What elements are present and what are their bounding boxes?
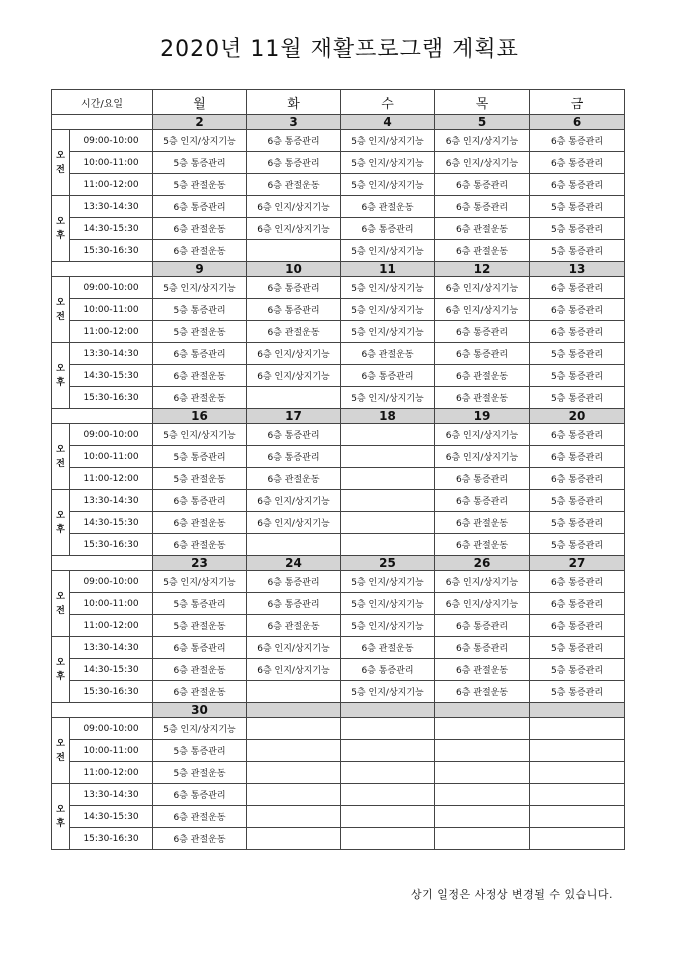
program-cell <box>247 681 341 703</box>
program-cell: 6층 관절운동 <box>435 681 530 703</box>
time-label: 14:30-15:30 <box>70 218 153 240</box>
time-label: 10:00-11:00 <box>70 446 153 468</box>
period-label: 오 후 <box>52 343 70 409</box>
date-cell <box>530 703 625 718</box>
program-cell <box>435 806 530 828</box>
program-cell <box>530 740 625 762</box>
program-cell: 6층 인지/상지기능 <box>247 637 341 659</box>
program-cell <box>341 446 435 468</box>
program-cell: 5층 통증관리 <box>530 365 625 387</box>
program-cell <box>435 784 530 806</box>
program-cell <box>341 762 435 784</box>
program-cell: 5층 통증관리 <box>530 681 625 703</box>
day-header-mon: 월 <box>153 90 247 115</box>
time-slot-row <box>52 534 625 556</box>
time-slot-row <box>52 571 625 593</box>
program-cell: 5층 인지/상지기능 <box>341 277 435 299</box>
program-cell: 5층 인지/상지기능 <box>153 571 247 593</box>
time-slot-row <box>52 218 625 240</box>
time-label: 14:30-15:30 <box>70 512 153 534</box>
date-row <box>52 115 625 130</box>
program-cell: 6층 통증관리 <box>153 343 247 365</box>
date-cell: 19 <box>435 409 530 424</box>
program-cell: 5층 인지/상지기능 <box>153 718 247 740</box>
time-slot-row <box>52 593 625 615</box>
date-cell: 30 <box>153 703 247 718</box>
period-label: 오 후 <box>52 196 70 262</box>
program-cell: 6층 인지/상지기능 <box>435 130 530 152</box>
program-cell: 6층 관절운동 <box>435 240 530 262</box>
date-row-spacer <box>52 409 153 424</box>
program-cell: 6층 관절운동 <box>435 218 530 240</box>
time-label: 14:30-15:30 <box>70 806 153 828</box>
time-label: 10:00-11:00 <box>70 299 153 321</box>
period-label: 오 후 <box>52 637 70 703</box>
program-cell: 6층 관절운동 <box>153 681 247 703</box>
program-cell: 6층 관절운동 <box>153 828 247 850</box>
program-cell: 6층 관절운동 <box>153 365 247 387</box>
date-cell: 27 <box>530 556 625 571</box>
program-cell: 6층 통증관리 <box>247 299 341 321</box>
time-slot-row <box>52 343 625 365</box>
program-cell <box>530 762 625 784</box>
time-slot-row <box>52 130 625 152</box>
day-header-tue: 화 <box>247 90 341 115</box>
program-cell: 5층 통증관리 <box>530 534 625 556</box>
time-slot-row <box>52 446 625 468</box>
day-header-fri: 금 <box>530 90 625 115</box>
program-cell: 6층 인지/상지기능 <box>247 512 341 534</box>
program-cell: 6층 관절운동 <box>435 365 530 387</box>
program-cell: 6층 통증관리 <box>153 196 247 218</box>
date-cell: 11 <box>341 262 435 277</box>
program-cell: 6층 통증관리 <box>341 659 435 681</box>
program-cell: 6층 통증관리 <box>530 321 625 343</box>
day-header-thu: 목 <box>435 90 530 115</box>
time-slot-row <box>52 152 625 174</box>
program-cell: 5층 통증관리 <box>530 512 625 534</box>
time-slot-row <box>52 387 625 409</box>
program-cell: 6층 통증관리 <box>435 321 530 343</box>
program-cell <box>247 534 341 556</box>
program-cell: 6층 관절운동 <box>341 343 435 365</box>
program-cell: 6층 인지/상지기능 <box>435 446 530 468</box>
date-cell: 25 <box>341 556 435 571</box>
period-label: 오 후 <box>52 784 70 850</box>
date-cell <box>247 703 341 718</box>
program-cell: 5층 관절운동 <box>153 762 247 784</box>
program-cell: 6층 관절운동 <box>153 659 247 681</box>
schedule-table <box>51 89 625 850</box>
date-cell: 23 <box>153 556 247 571</box>
date-cell: 9 <box>153 262 247 277</box>
program-cell: 6층 통증관리 <box>530 152 625 174</box>
program-cell: 5층 인지/상지기능 <box>341 681 435 703</box>
program-cell <box>530 784 625 806</box>
program-cell: 6층 통증관리 <box>247 130 341 152</box>
date-row-spacer <box>52 262 153 277</box>
time-slot-row <box>52 174 625 196</box>
time-slot-row <box>52 659 625 681</box>
program-cell <box>247 387 341 409</box>
program-cell: 6층 통증관리 <box>341 365 435 387</box>
date-row <box>52 703 625 718</box>
time-slot-row <box>52 740 625 762</box>
program-cell: 5층 통증관리 <box>153 152 247 174</box>
program-cell: 6층 통증관리 <box>530 299 625 321</box>
program-cell <box>247 240 341 262</box>
time-slot-row <box>52 240 625 262</box>
program-cell: 6층 인지/상지기능 <box>435 299 530 321</box>
program-cell: 6층 통증관리 <box>530 615 625 637</box>
time-slot-row <box>52 277 625 299</box>
program-cell <box>530 718 625 740</box>
program-cell: 6층 통증관리 <box>247 152 341 174</box>
time-label: 09:00-10:00 <box>70 277 153 299</box>
program-cell: 6층 통증관리 <box>153 784 247 806</box>
program-cell: 6층 통증관리 <box>247 424 341 446</box>
program-cell: 5층 인지/상지기능 <box>153 277 247 299</box>
program-cell: 6층 관절운동 <box>247 615 341 637</box>
program-cell: 6층 통증관리 <box>247 277 341 299</box>
time-label: 11:00-12:00 <box>70 174 153 196</box>
date-cell: 17 <box>247 409 341 424</box>
program-cell: 6층 인지/상지기능 <box>247 659 341 681</box>
program-cell <box>341 534 435 556</box>
program-cell: 6층 통증관리 <box>435 343 530 365</box>
date-cell: 10 <box>247 262 341 277</box>
program-cell: 6층 관절운동 <box>435 512 530 534</box>
time-label: 11:00-12:00 <box>70 468 153 490</box>
date-row <box>52 556 625 571</box>
program-cell: 5층 인지/상지기능 <box>341 593 435 615</box>
program-cell: 6층 관절운동 <box>247 174 341 196</box>
time-slot-row <box>52 299 625 321</box>
program-cell: 6층 관절운동 <box>435 659 530 681</box>
program-cell <box>435 718 530 740</box>
program-cell: 6층 인지/상지기능 <box>247 218 341 240</box>
time-label: 09:00-10:00 <box>70 571 153 593</box>
program-cell: 6층 통증관리 <box>530 468 625 490</box>
date-cell: 2 <box>153 115 247 130</box>
date-cell: 20 <box>530 409 625 424</box>
time-slot-row <box>52 468 625 490</box>
program-cell: 5층 통증관리 <box>153 740 247 762</box>
program-cell: 6층 통증관리 <box>435 468 530 490</box>
program-cell <box>341 512 435 534</box>
program-cell: 5층 관절운동 <box>153 321 247 343</box>
program-cell: 5층 통증관리 <box>153 593 247 615</box>
program-cell: 5층 인지/상지기능 <box>341 387 435 409</box>
program-cell: 6층 인지/상지기능 <box>247 365 341 387</box>
time-slot-row <box>52 615 625 637</box>
program-cell: 6층 통증관리 <box>247 571 341 593</box>
time-label: 15:30-16:30 <box>70 681 153 703</box>
header-row <box>52 90 625 115</box>
program-cell: 6층 관절운동 <box>153 806 247 828</box>
program-cell: 5층 관절운동 <box>153 174 247 196</box>
program-cell <box>247 784 341 806</box>
program-cell: 5층 통증관리 <box>530 196 625 218</box>
time-day-header: 시간/요일 <box>52 90 153 115</box>
program-cell: 6층 관절운동 <box>341 196 435 218</box>
program-cell <box>247 828 341 850</box>
program-cell: 5층 인지/상지기능 <box>341 174 435 196</box>
program-cell <box>341 718 435 740</box>
period-label: 오 전 <box>52 277 70 343</box>
program-cell: 6층 인지/상지기능 <box>247 343 341 365</box>
time-slot-row <box>52 490 625 512</box>
time-label: 11:00-12:00 <box>70 615 153 637</box>
date-cell: 4 <box>341 115 435 130</box>
time-label: 13:30-14:30 <box>70 784 153 806</box>
program-cell: 5층 통증관리 <box>530 490 625 512</box>
program-cell <box>247 806 341 828</box>
time-slot-row <box>52 637 625 659</box>
program-cell: 5층 통증관리 <box>530 637 625 659</box>
program-cell: 5층 관절운동 <box>153 468 247 490</box>
program-cell: 6층 관절운동 <box>247 468 341 490</box>
program-cell: 6층 통증관리 <box>247 446 341 468</box>
program-cell: 6층 통증관리 <box>530 593 625 615</box>
time-slot-row <box>52 512 625 534</box>
time-label: 13:30-14:30 <box>70 490 153 512</box>
program-cell: 5층 인지/상지기능 <box>341 299 435 321</box>
date-row-spacer <box>52 703 153 718</box>
program-cell: 5층 통증관리 <box>530 218 625 240</box>
time-label: 15:30-16:30 <box>70 534 153 556</box>
time-label: 13:30-14:30 <box>70 637 153 659</box>
program-cell: 5층 통증관리 <box>530 659 625 681</box>
program-cell: 6층 관절운동 <box>153 512 247 534</box>
time-label: 11:00-12:00 <box>70 321 153 343</box>
period-label: 오 전 <box>52 718 70 784</box>
program-cell: 6층 통증관리 <box>530 571 625 593</box>
program-cell: 5층 인지/상지기능 <box>153 424 247 446</box>
program-cell: 6층 관절운동 <box>153 240 247 262</box>
period-label: 오 전 <box>52 130 70 196</box>
program-cell: 6층 인지/상지기능 <box>435 277 530 299</box>
program-cell <box>530 828 625 850</box>
program-cell: 5층 통증관리 <box>530 387 625 409</box>
program-cell: 6층 인지/상지기능 <box>435 571 530 593</box>
date-cell: 18 <box>341 409 435 424</box>
day-header-wed: 수 <box>341 90 435 115</box>
program-cell: 5층 통증관리 <box>530 240 625 262</box>
time-slot-row <box>52 784 625 806</box>
time-label: 14:30-15:30 <box>70 365 153 387</box>
program-cell: 5층 인지/상지기능 <box>341 152 435 174</box>
program-cell: 6층 관절운동 <box>247 321 341 343</box>
program-cell: 6층 인지/상지기능 <box>435 152 530 174</box>
program-cell: 6층 관절운동 <box>153 218 247 240</box>
program-cell <box>341 784 435 806</box>
date-cell: 26 <box>435 556 530 571</box>
program-cell: 6층 통증관리 <box>530 446 625 468</box>
time-label: 14:30-15:30 <box>70 659 153 681</box>
time-label: 10:00-11:00 <box>70 740 153 762</box>
program-cell: 5층 인지/상지기능 <box>153 130 247 152</box>
date-cell: 24 <box>247 556 341 571</box>
program-cell: 6층 통증관리 <box>435 196 530 218</box>
program-cell: 5층 통증관리 <box>153 446 247 468</box>
program-cell: 6층 인지/상지기능 <box>247 490 341 512</box>
program-cell: 5층 인지/상지기능 <box>341 615 435 637</box>
period-label: 오 후 <box>52 490 70 556</box>
date-cell: 5 <box>435 115 530 130</box>
program-cell: 5층 인지/상지기능 <box>341 130 435 152</box>
program-cell: 5층 관절운동 <box>153 615 247 637</box>
program-cell <box>435 828 530 850</box>
time-slot-row <box>52 828 625 850</box>
time-label: 10:00-11:00 <box>70 593 153 615</box>
time-label: 09:00-10:00 <box>70 718 153 740</box>
schedule-body <box>52 90 625 850</box>
program-cell <box>341 468 435 490</box>
date-row-spacer <box>52 556 153 571</box>
program-cell: 6층 통증관리 <box>530 277 625 299</box>
time-label: 13:30-14:30 <box>70 343 153 365</box>
program-cell: 6층 통증관리 <box>341 218 435 240</box>
program-cell: 6층 인지/상지기능 <box>247 196 341 218</box>
date-row-spacer <box>52 115 153 130</box>
program-cell: 6층 관절운동 <box>435 534 530 556</box>
time-label: 15:30-16:30 <box>70 387 153 409</box>
time-slot-row <box>52 365 625 387</box>
program-cell <box>341 490 435 512</box>
program-cell: 6층 통증관리 <box>247 593 341 615</box>
program-cell <box>530 806 625 828</box>
program-cell: 5층 인지/상지기능 <box>341 571 435 593</box>
page-title: 2020년 11월 재활프로그램 계획표 <box>160 37 519 62</box>
date-cell: 12 <box>435 262 530 277</box>
program-cell: 6층 관절운동 <box>153 387 247 409</box>
program-cell: 6층 관절운동 <box>435 387 530 409</box>
period-label: 오 전 <box>52 424 70 490</box>
program-cell: 6층 관절운동 <box>153 534 247 556</box>
time-slot-row <box>52 762 625 784</box>
time-label: 15:30-16:30 <box>70 828 153 850</box>
program-cell: 6층 통증관리 <box>153 637 247 659</box>
program-cell: 6층 통증관리 <box>530 174 625 196</box>
date-cell: 6 <box>530 115 625 130</box>
program-cell: 6층 관절운동 <box>341 637 435 659</box>
program-cell: 6층 인지/상지기능 <box>435 593 530 615</box>
footer-note: 상기 일정은 사정상 변경될 수 있습니다. <box>411 888 613 901</box>
time-label: 09:00-10:00 <box>70 424 153 446</box>
program-cell: 5층 통증관리 <box>530 343 625 365</box>
time-label: 11:00-12:00 <box>70 762 153 784</box>
program-cell: 6층 통증관리 <box>153 490 247 512</box>
time-slot-row <box>52 681 625 703</box>
program-cell: 6층 통증관리 <box>530 424 625 446</box>
program-cell <box>341 828 435 850</box>
time-label: 09:00-10:00 <box>70 130 153 152</box>
date-row <box>52 262 625 277</box>
time-label: 13:30-14:30 <box>70 196 153 218</box>
date-row <box>52 409 625 424</box>
program-cell <box>341 806 435 828</box>
program-cell <box>247 762 341 784</box>
date-cell <box>341 703 435 718</box>
program-cell: 6층 인지/상지기능 <box>435 424 530 446</box>
time-slot-row <box>52 424 625 446</box>
time-slot-row <box>52 321 625 343</box>
program-cell: 6층 통증관리 <box>435 637 530 659</box>
program-cell: 5층 인지/상지기능 <box>341 240 435 262</box>
period-label: 오 전 <box>52 571 70 637</box>
date-cell: 13 <box>530 262 625 277</box>
time-label: 15:30-16:30 <box>70 240 153 262</box>
program-cell <box>435 740 530 762</box>
program-cell: 5층 인지/상지기능 <box>341 321 435 343</box>
time-slot-row <box>52 806 625 828</box>
program-cell <box>341 740 435 762</box>
program-cell <box>247 718 341 740</box>
date-cell <box>435 703 530 718</box>
program-cell <box>341 424 435 446</box>
program-cell <box>247 740 341 762</box>
program-cell: 6층 통증관리 <box>435 490 530 512</box>
date-cell: 3 <box>247 115 341 130</box>
time-slot-row <box>52 718 625 740</box>
time-slot-row <box>52 196 625 218</box>
time-label: 10:00-11:00 <box>70 152 153 174</box>
date-cell: 16 <box>153 409 247 424</box>
program-cell <box>435 762 530 784</box>
program-cell: 6층 통증관리 <box>530 130 625 152</box>
program-cell: 6층 통증관리 <box>435 174 530 196</box>
program-cell: 5층 통증관리 <box>153 299 247 321</box>
program-cell: 6층 통증관리 <box>435 615 530 637</box>
